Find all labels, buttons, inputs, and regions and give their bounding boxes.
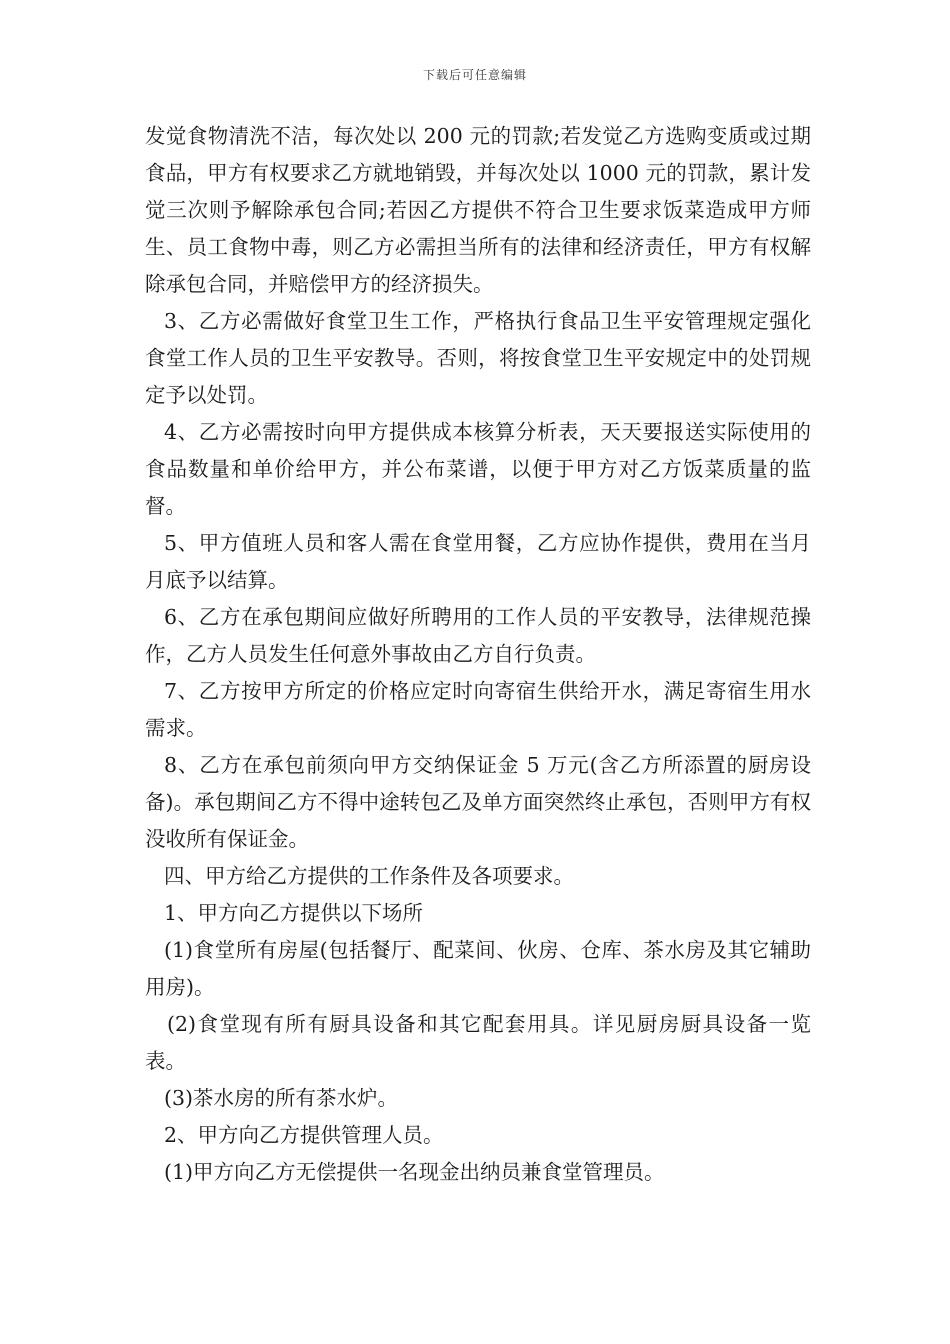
paragraph-continuation: 发觉食物清洗不洁，每次处以 200 元的罚款;若发觉乙方选购变质或过期食品，甲方有权要求乙方就地销毁，并每次处以 1000 元的罚款，累计发觉三次则予解除承包合同;若因乙方提供不符合卫生要求饭菜造成甲方师生、员工食物中毒，则乙方必需担当所有的法律和经济责任，甲方有权解除承包合同，并赔偿甲方的经济损失。 [145, 124, 811, 296]
paragraph-item-2: 2、甲方向乙方提供管理人员。 [164, 1123, 444, 1147]
page-header: 下载后可任意编辑 [422, 68, 527, 82]
paragraph-clause-6: 6、乙方在承包期间应做好所聘用的工作人员的平安教导，法律规范操作，乙方人员发生任何意外事故由乙方自行负责。 [145, 605, 811, 666]
paragraph-clause-8: 8、乙方在承包前须向甲方交纳保证金 5 万元(含乙方所添置的厨房设备)。承包期间乙方不得中途转包乙及单方面突然终止承包，否则甲方有权没收所有保证金。 [145, 753, 811, 851]
paragraph-subitem-1-3: (3)茶水房的所有茶水炉。 [164, 1086, 399, 1110]
paragraph-subitem-1-1: (1)食堂所有房屋(包括餐厅、配菜间、伙房、仓库、茶水房及其它辅助用房)。 [145, 938, 811, 999]
paragraph-clause-7: 7、乙方按甲方所定的价格应定时向寄宿生供给开水，满足寄宿生用水需求。 [145, 679, 811, 740]
paragraph-subitem-2-1: (1)甲方向乙方无偿提供一名现金出纳员兼食堂管理员。 [164, 1160, 665, 1184]
paragraph-item-1: 1、甲方向乙方提供以下场所 [164, 901, 424, 925]
paragraph-clause-5: 5、甲方值班人员和客人需在食堂用餐，乙方应协作提供，费用在当月月底予以结算。 [145, 531, 811, 592]
document-body [145, 118, 811, 1191]
paragraph-clause-4: 4、乙方必需按时向甲方提供成本核算分析表，天天要报送实际使用的食品数量和单价给甲方，并公布菜谱，以便于甲方对乙方饭菜质量的监督。 [145, 420, 811, 518]
section-heading-4: 四、甲方给乙方提供的工作条件及各项要求。 [164, 864, 574, 888]
paragraph-clause-3: 3、乙方必需做好食堂卫生工作，严格执行食品卫生平安管理规定强化食堂工作人员的卫生平安教导。否则，将按食堂卫生平安规定中的处罚规定予以处罚。 [145, 309, 811, 407]
paragraph-subitem-1-2: (2)食堂现有所有厨具设备和其它配套用具。详见厨房厨具设备一览表。 [145, 1012, 811, 1073]
